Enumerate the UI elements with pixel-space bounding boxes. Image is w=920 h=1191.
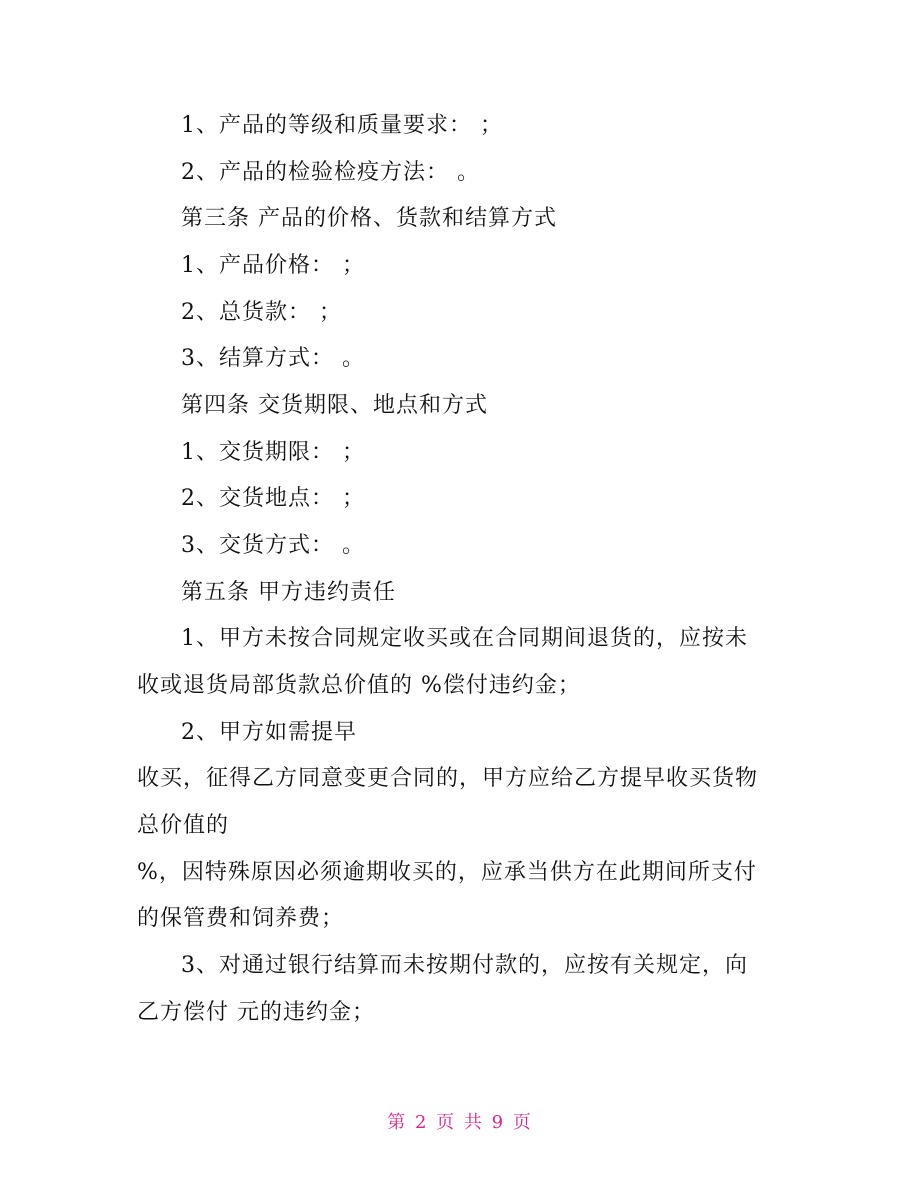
text-line: 2、总货款： ； (181, 300, 342, 325)
text-line: 1、产品价格： ； (181, 253, 365, 278)
text-line: 2、产品的检验检疫方法： 。 (181, 160, 480, 185)
text-line: 1、甲方未按合同规定收买或在合同期间退货的，应按未 (181, 626, 748, 651)
text-line: 收或退货局部货款总价值的 %偿付违约金； (137, 673, 581, 698)
section-heading: 第五条 甲方违约责任 (181, 580, 396, 605)
text-line: 收买，征得乙方同意变更合同的，甲方应给乙方提早收买货物 (137, 766, 759, 791)
text-line: 1、交货期限： ； (181, 440, 365, 465)
text-line: 3、结算方式： 。 (181, 346, 365, 371)
section-heading: 第三条 产品的价格、货款和结算方式 (181, 206, 557, 231)
text-line: 3、对通过银行结算而未按期付款的，应按有关规定，向 (181, 953, 748, 978)
text-line: 3、交货方式： 。 (181, 533, 365, 558)
text-line: %，因特殊原因必须逾期收买的，应承当供方在此期间所支付 (137, 860, 757, 885)
text-line: 乙方偿付 元的违约金； (137, 1000, 375, 1025)
text-line: 2、交货地点： ； (181, 486, 365, 511)
text-line: 的保管费和饲养费； (137, 906, 345, 931)
text-line: 1、产品的等级和质量要求： ； (181, 113, 503, 138)
page-number-footer: 第 2 页 共 9 页 (387, 1112, 533, 1133)
section-heading: 第四条 交货期限、地点和方式 (181, 393, 488, 418)
text-line: 2、甲方如需提早 (181, 720, 357, 745)
text-line: 总价值的 (137, 813, 230, 838)
